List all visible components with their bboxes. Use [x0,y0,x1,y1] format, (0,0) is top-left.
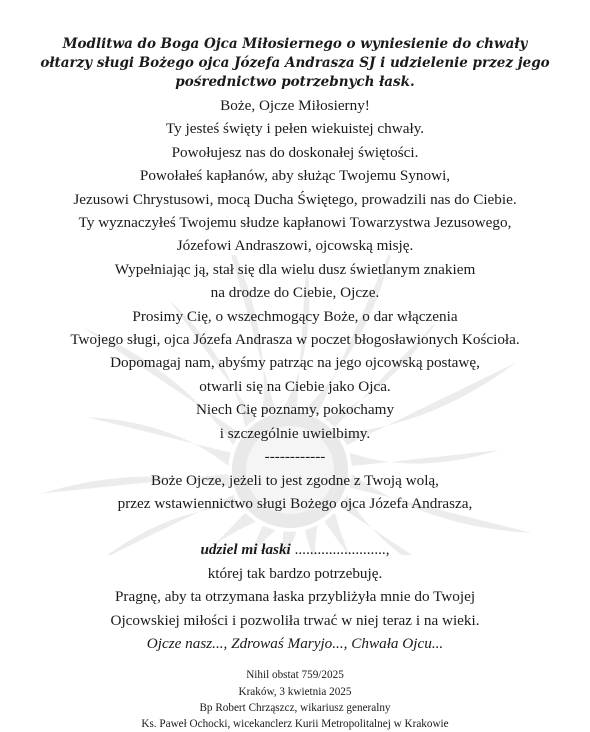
prayer-line: otwarli się na Ciebie jako Ojca. [199,377,391,395]
prayer-line: Boże, Ojcze Miłosierny! [220,97,370,114]
grace-request-blank: ........................, [290,541,390,559]
blank-line [0,515,590,538]
prayer-line: Twojego sługi, ojca Józefa Andrasza w poczet błogosławionych Kościoła. [70,331,520,349]
prayer-line: Prosimy Cię, o wszechmogący Boże, o dar włączenia [132,307,458,325]
petition-line: Boże Ojcze, jeżeli to jest zgodne z Twoją wolą, [151,471,439,489]
prayer-line: Ty wyznaczyłeś Twojemu słudze kapłanowi Towarzystwa Jezusowego, [78,214,512,232]
petition-line: przez wstawiennictwo sługi Bożego ojca Józefa Andrasza, [117,494,473,512]
nihil-obstat: Nihil obstat 759/2025 [246,669,344,682]
prayer-title [15,35,575,92]
prayer-line: na drodze do Ciebie, Ojcze. [210,284,380,302]
closing-line: której tak bardzo potrzebuję. [207,564,383,582]
closing-line: Pragnę, aby ta otrzymana łaska przybliżyła mnie do Twojej [114,588,476,606]
prayer-line: Dopomagaj nam, abyśmy patrząc na jego ojcowską postawę, [110,354,480,372]
vice-chancellor: Ks. Paweł Ochocki, wicekanclerz Kurii Metropolitalnej w Krakowie [141,717,449,730]
title-line: ołtarzy sługi Bożego ojca Józefa Andrasza SJ i udzielenie przez jego [40,55,550,71]
title-line: Modlitwa do Boga Ojca Miłosiernego o wyniesienie do chwały [62,36,528,52]
prayer-line: Wypełniając ją, stał się dla wielu dusz świetlanym znakiem [114,260,476,278]
prayer-line: Ty jesteś święty i pełen wiekuistej chwały. [165,120,425,138]
approving-bishop: Bp Robert Chrząszcz, wikariusz generalny [199,701,391,714]
approval-footer [0,667,590,732]
final-prayers: Ojcze nasz..., Zdrowaś Maryjo..., Chwała Ojcu... [146,634,444,652]
prayer-line: Powołałeś kapłanów, aby służąc Twojemu Synowi, [139,167,451,185]
prayer-body [0,94,590,655]
prayer-line: i szczególnie uwielbimy. [219,424,371,442]
grace-request-label: udziel mi łaski [200,541,291,559]
prayer-line: Powołujesz nas do doskonałej świętości. [171,143,419,161]
approval-date: Kraków, 3 kwietnia 2025 [238,685,352,698]
grace-request-line [0,538,590,561]
prayer-line: Jezusowi Chrystusowi, mocą Ducha Świętego, prowadzili nas do Ciebie. [73,190,517,208]
closing-line: Ojcowskiej miłości i pozwoliła trwać w niej teraz i na wieki. [110,611,480,629]
title-line: pośrednictwo potrzebnych łask. [175,74,415,90]
prayer-line: Niech Cię poznamy, pokochamy [195,401,395,419]
prayer-content [0,35,590,732]
prayer-line: Józefowi Andraszowi, ojcowską misję. [176,237,414,255]
separator: ------------ [264,448,326,466]
